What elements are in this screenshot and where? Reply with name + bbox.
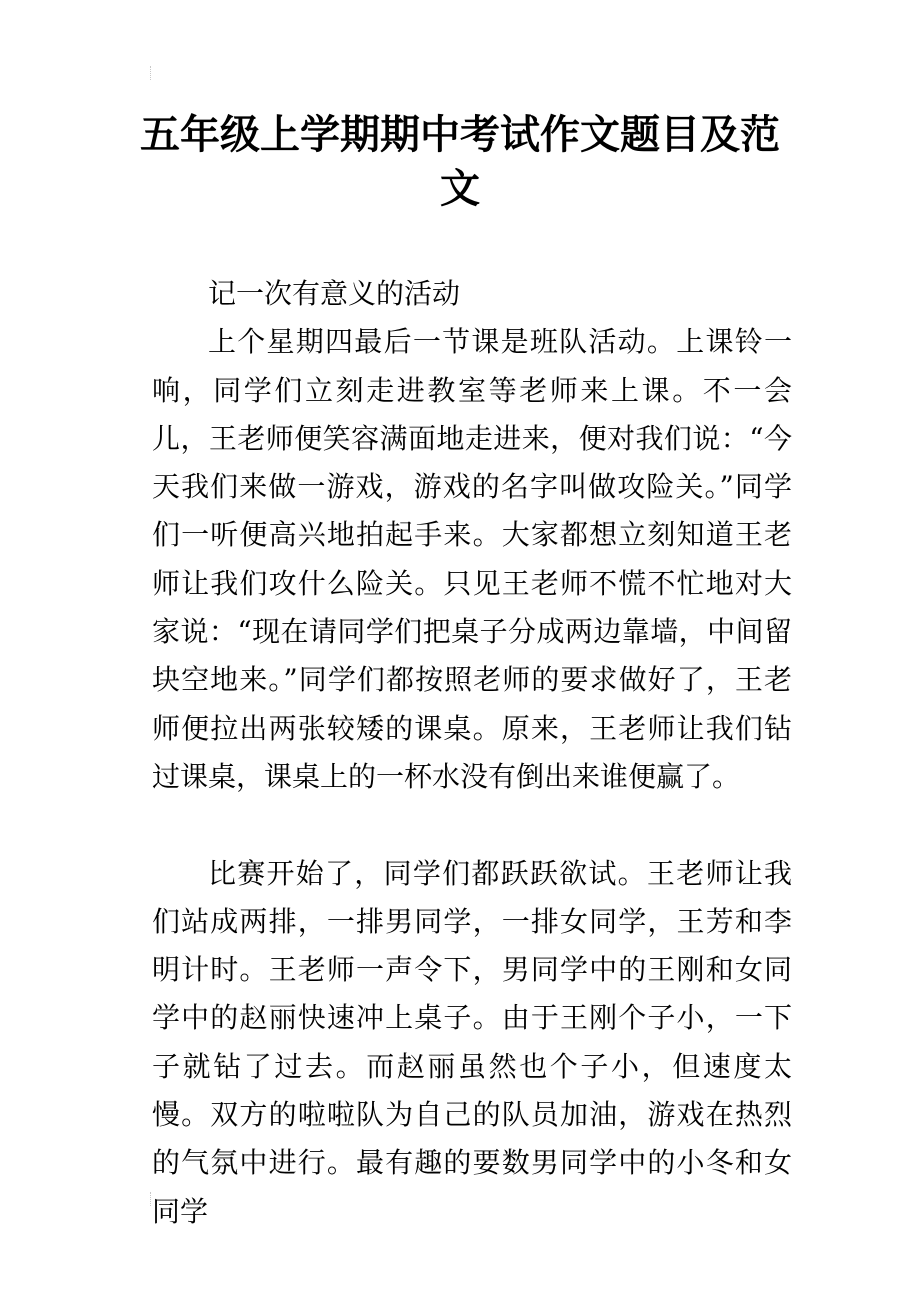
document-title: 五年级上学期期中考试作文题目及范文 (140, 112, 780, 212)
paragraph-spacer (152, 801, 792, 849)
document-body (152, 270, 792, 1236)
corner-crop-mark (150, 1192, 161, 1206)
body-paragraph: 比赛开始了，同学们都跃跃欲试。王老师让我们站成两排，一排男同学，一排女同学，王芳和李明计时。王老师一声令下，男同学中的王刚和女同学中的赵丽快速冲上桌子。由于王刚个子小，一下子就钻了过去。而赵丽虽然也个子小，但速度太慢。双方的啦啦队为自己的队员加油，游戏在热烈的气氛中进行。最有趣的要数男同学中的小冬和女同学 (152, 856, 792, 1228)
body-paragraph: 上个星期四最后一节课是班队活动。上课铃一响，同学们立刻走进教室等老师来上课。不一会儿，王老师便笑容满面地走进来，便对我们说：“今天我们来做一游戏，游戏的名字叫做攻险关。”同学们一听便高兴地拍起手来。大家都想立刻知道王老师让我们攻什么险关。只见王老师不慌不忙地对大家说：“现在请同学们把桌子分成两边靠墙，中间留块空地来。”同学们都按照老师的要求做好了，王老师便拉出两张较矮的课桌。原来，王老师让我们钻过课桌，课桌上的一杯水没有倒出来谁便赢了。 (152, 325, 792, 793)
essay-subheading: 记一次有意义的活动 (208, 277, 461, 310)
corner-crop-mark (150, 66, 161, 80)
